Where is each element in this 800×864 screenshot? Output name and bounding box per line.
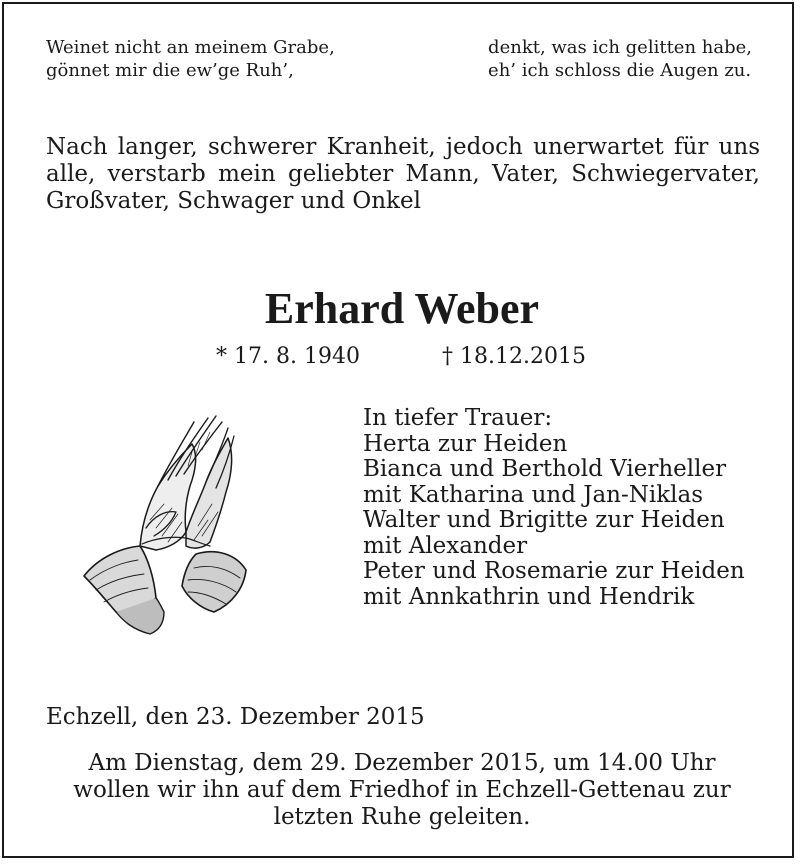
- mourners-list: [363, 406, 745, 610]
- place-date: Echzell, den 23. Dezember 2015: [46, 704, 425, 730]
- verse-line: gönnet mir die ew’ge Ruh’,: [46, 60, 294, 81]
- funeral-line: wollen wir ihn auf dem Friedhof in Echzell-Gettenau zur: [73, 777, 731, 803]
- verse-line: eh’ ich schloss die Augen zu.: [488, 60, 752, 81]
- verse-right: [488, 36, 752, 82]
- funeral-notice: [4, 750, 800, 831]
- intro-text: Nach langer, schwerer Kranheit, jedoch unerwartet für uns alle, verstarb mein geliebter Mann, Vater, Schwiegervater, Großvater, Schwager und Onkel: [46, 134, 760, 214]
- funeral-line: letzten Ruhe geleiten.: [273, 804, 531, 830]
- verse-line: Weinet nicht an meinem Grabe,: [46, 37, 335, 58]
- mourner-line: Walter und Brigitte zur Heiden: [363, 507, 725, 533]
- praying-hands-icon: [76, 408, 256, 640]
- birth-date: * 17. 8. 1940: [216, 344, 360, 369]
- deceased-name: Erhard Weber: [264, 284, 540, 333]
- verse-line: denkt, was ich gelitten habe,: [488, 37, 752, 58]
- funeral-line: Am Dienstag, dem 29. Dezember 2015, um 14.00 Uhr: [88, 750, 716, 776]
- mourner-line: mit Annkathrin und Hendrik: [363, 583, 695, 610]
- mourner-line: Herta zur Heiden: [363, 430, 568, 457]
- verse-left: [46, 36, 335, 82]
- obituary-card: [2, 2, 794, 858]
- mourner-line: mit Alexander: [363, 532, 528, 559]
- mourner-line: mit Katharina und Jan-Niklas: [363, 481, 704, 508]
- death-date: † 18.12.2015: [442, 344, 586, 369]
- mourner-line: Bianca und Berthold Vierheller: [363, 456, 727, 482]
- mourner-line: Peter und Rosemarie zur Heiden: [363, 558, 745, 584]
- mourners-heading: In tiefer Trauer:: [363, 405, 553, 431]
